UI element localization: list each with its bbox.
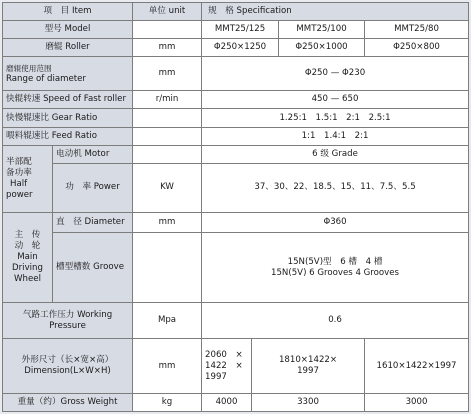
dimension-value-2 [252,339,365,393]
diameter-label: 直 径 Diameter [53,212,133,232]
fast-speed-row [3,91,469,109]
gear-ratio-row [3,109,469,127]
header-row [3,3,469,21]
fast-speed-value: 450 — 650 [202,91,469,109]
range-row [3,57,469,91]
model-label: 型号 Model [3,21,133,39]
groove-value [202,232,469,302]
roller-label: 磨辊 Roller [3,39,133,57]
weight-value-1: 4000 [202,393,252,411]
dimension-value-3: 1610×1422×1997 [365,339,469,393]
dimension-unit: mm [133,339,202,393]
power-group-cn: 半部配 [6,156,32,167]
weight-value-3: 3000 [365,393,469,411]
power-group-en1: Half [10,178,28,189]
main-wheel-cn1: 主 传 [14,229,41,240]
model-unit [133,21,202,39]
motor-value: 6 级 Grade [202,145,469,163]
groove-value-en: 15N(5V) 6 Grooves 4 Grooves [271,267,400,278]
range-unit: mm [133,57,202,91]
pressure-label [3,303,133,339]
fast-speed-unit: r/min [133,91,202,109]
power-group-label [3,145,53,212]
dimension-value-2-line2: 1997 [297,366,319,377]
power-group-en2: power [6,189,33,200]
main-wheel-en1: Main [17,251,38,262]
dimension-value-1 [202,339,252,393]
weight-unit: kg [133,393,202,411]
groove-row [3,232,469,302]
weight-label: 重量（约）Gross Weight [3,393,133,411]
feed-ratio-label: 喂料辊速比 Feed Ratio [3,127,133,145]
dimension-value-2-line1: 1810×1422× [278,355,338,366]
fast-speed-label: 快辊转速 Speed of Fast roller [3,91,133,109]
dimension-value-1-line2: 1422 × [205,360,243,371]
roller-value-1: Φ250×1250 [202,39,279,57]
groove-value-cn: 15N(5V)型 6 槽 4 槽 [287,256,383,267]
motor-label: 电动机 Motor [53,145,133,163]
feed-ratio-row [3,127,469,145]
feed-ratio-unit [133,127,202,145]
dimension-row [3,339,469,393]
feed-ratio-value: 1:1 1.4:1 2:1 [202,127,469,145]
range-label-cn: 磨辊使用范围 [6,63,52,73]
pressure-unit: Mpa [133,303,202,339]
model-row [3,21,469,39]
dimension-value-1-line3: 1997 [205,371,227,382]
pressure-label-en: Pressure [49,320,86,331]
roller-value-2: Φ250×1000 [279,39,365,57]
dimension-label-cn: 外形尺寸（长×宽×高） [21,355,114,366]
model-value-2: MMT25/100 [279,21,365,39]
motor-unit [133,145,202,163]
gear-ratio-label: 快慢辊速比 Gear Ratio [3,109,133,127]
specification-table [2,2,469,412]
diameter-row [3,212,469,232]
spec-sheet [2,2,468,412]
power-group-cn2: 备功率 [6,167,32,178]
pressure-label-cn: 气路工作压力 Working [22,309,113,320]
pressure-row [3,303,469,339]
dimension-value-1-line1: 2060 × [205,349,243,360]
main-wheel-label [3,212,53,303]
dimension-label-en: Dimension(L×W×H) [24,366,111,377]
range-value: Φ250 — Φ230 [202,57,469,91]
model-value-1: MMT25/125 [202,21,279,39]
weight-value-2: 3300 [252,393,365,411]
header-item: 项 目 Item [3,3,133,21]
main-wheel-en2: Driving [12,262,43,273]
roller-value-3: Φ250×800 [365,39,469,57]
dimension-label [3,339,133,393]
weight-row [3,393,469,411]
main-wheel-cn2: 动 轮 [14,240,41,251]
power-label: 功 率 Power [53,163,133,212]
groove-unit [133,232,202,302]
power-unit: KW [133,163,202,212]
model-value-3: MMT25/80 [365,21,469,39]
gear-ratio-unit [133,109,202,127]
range-label [3,57,133,91]
diameter-unit: mm [133,212,202,232]
header-unit: 单位 unit [133,3,202,21]
pressure-value: 0.6 [202,303,469,339]
groove-label: 槽型槽数 Groove [53,232,133,302]
main-wheel-en3: Wheel [14,273,41,284]
motor-row [3,145,469,163]
header-spec: 规 格 Specification [202,3,469,21]
range-label-en: Range of diameter [6,73,86,84]
diameter-value: Φ360 [202,212,469,232]
power-row [3,163,469,212]
gear-ratio-value: 1.25:1 1.5:1 2:1 2.5:1 [202,109,469,127]
roller-row [3,39,469,57]
roller-unit: mm [133,39,202,57]
power-value: 37、30、22、18.5、15、11、7.5、5.5 [202,163,469,212]
